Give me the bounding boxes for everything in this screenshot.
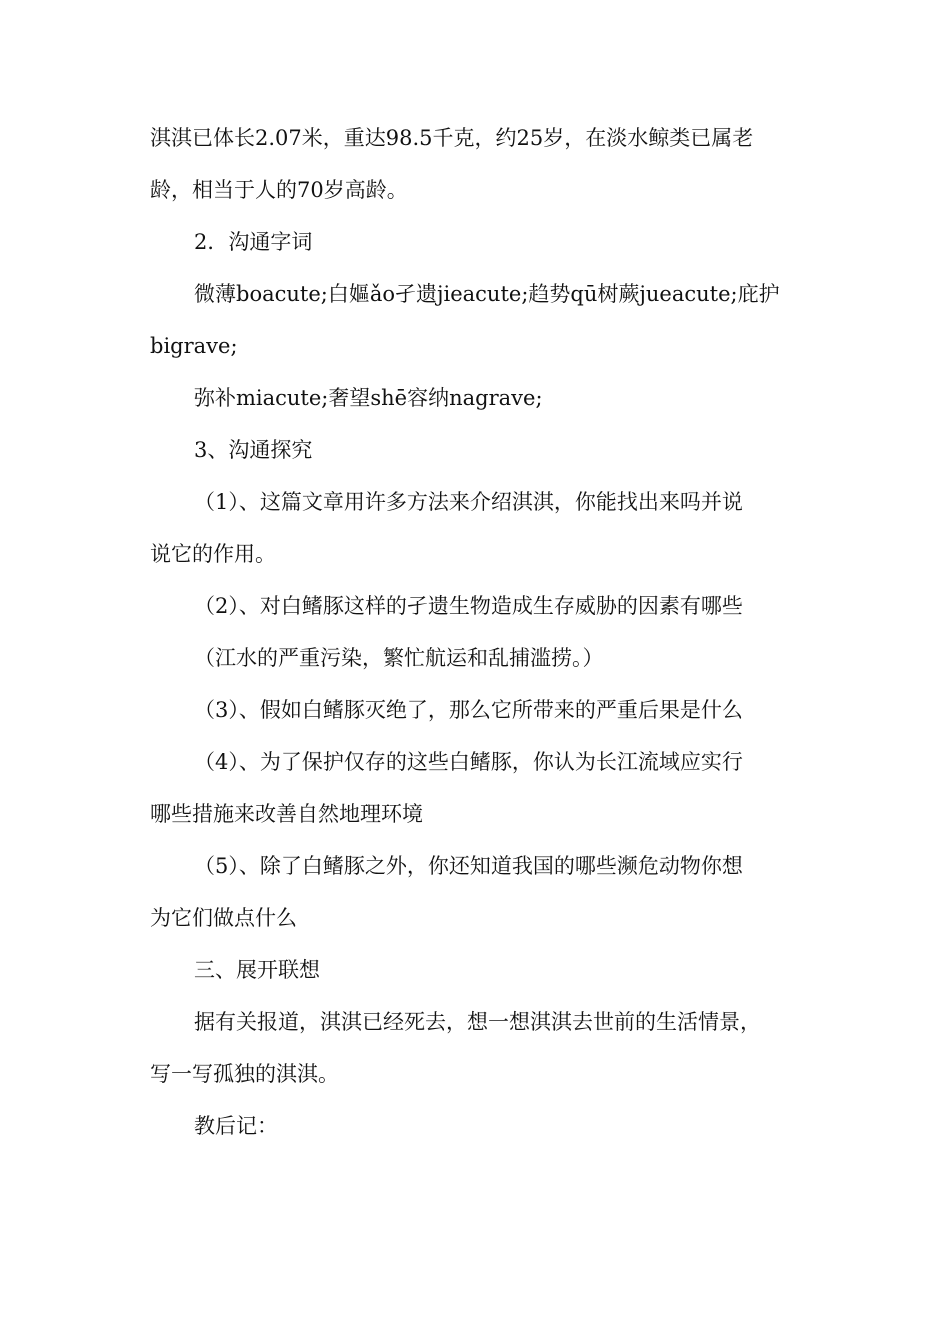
question-1-line-2: 说它的作用。: [150, 542, 276, 566]
writing-task-line-1: 据有关报道，淇淇已经死去，想一想淇淇去世前的生活情景，: [194, 1010, 761, 1034]
question-3: （3）、假如白鳍豚灭绝了，那么它所带来的严重后果是什么: [194, 698, 743, 722]
document-body: [150, 112, 798, 1152]
text-line-vocab-3: 弥补miacute;奢望shē容纳nagrave;: [194, 386, 543, 410]
section-heading-word-study: 2．沟通字词: [194, 230, 313, 254]
question-4-line-1: （4）、为了保护仅存的这些白鳍豚，你认为长江流域应实行: [194, 750, 743, 774]
section-heading-imagination: 三、展开联想: [194, 958, 320, 982]
question-2-answer: （江水的严重污染，繁忙航运和乱捕滥捞。）: [194, 646, 604, 670]
writing-task-line-2: 写一写孤独的淇淇。: [150, 1062, 339, 1086]
text-line-2: 龄，相当于人的70岁高龄。: [150, 178, 408, 202]
text-line-vocab-2: bigrave;: [150, 334, 238, 358]
question-5-line-2: 为它们做点什么: [150, 906, 297, 930]
teaching-notes-label: 教后记：: [194, 1114, 278, 1138]
question-5-line-1: （5）、除了白鳍豚之外，你还知道我国的哪些濒危动物你想: [194, 854, 743, 878]
text-line-vocab-1: 微薄boacute;白嫗ǎo孑遗jieacute;趋势qū树蕨jueacute;庇护: [194, 282, 780, 306]
section-heading-inquiry: 3、沟通探究: [194, 438, 313, 462]
text-line-1: 淇淇已体长2.07米，重达98.5千克，约25岁，在淡水鲸类已属老: [150, 126, 754, 150]
question-1-line-1: （1）、这篇文章用许多方法来介绍淇淇，你能找出来吗并说: [194, 490, 743, 514]
question-4-line-2: 哪些措施来改善自然地理环境: [150, 802, 423, 826]
question-2: （2）、对白鳍豚这样的孑遗生物造成生存威胁的因素有哪些: [194, 594, 743, 618]
